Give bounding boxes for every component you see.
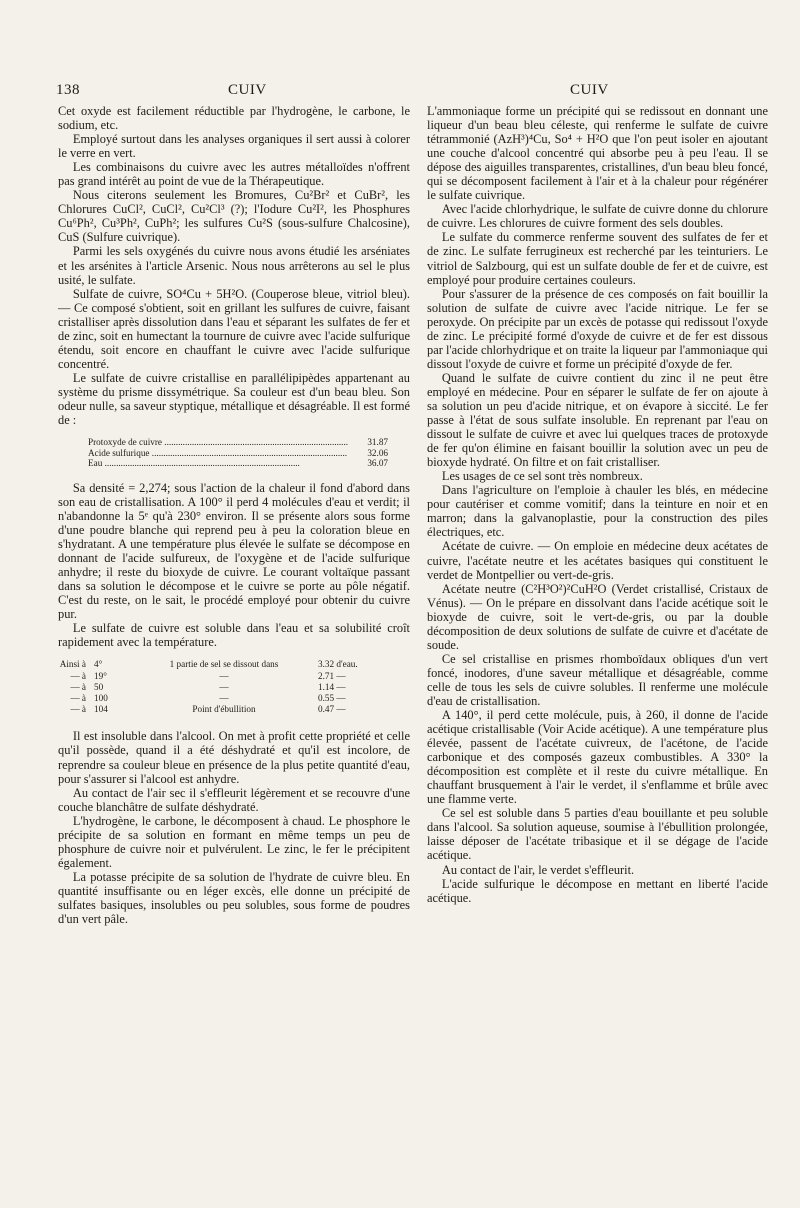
table-cell: Point d'ébullition bbox=[192, 704, 256, 715]
table-row bbox=[58, 682, 410, 693]
paragraph: Au contact de l'air sec il s'effleurit légèrement et se recouvre d'une couche blanchâtre de sulfate déshydraté. bbox=[58, 785, 410, 814]
paragraph: Avec l'acide chlorhydrique, le sulfate de cuivre donne du chlorure de cuivre. Les chlorures de cuivre forment des sels doubles. bbox=[427, 202, 768, 231]
running-head-left: CUIV bbox=[228, 82, 267, 98]
table-cell: 19° bbox=[94, 670, 107, 681]
paragraph: Le sulfate du commerce renferme souvent des sulfates de fer et de zinc. Le sulfate ferrugineux est recherché par les teinturiers. Le vitriol de Salzbourg, qui est un sulfate double de fer et de cuivre, est employé pour produire certaines couleurs. bbox=[427, 230, 768, 287]
table-cell: — bbox=[219, 681, 229, 692]
table-cell: — à bbox=[70, 681, 86, 692]
paragraph: L'acide sulfurique le décompose en mettant en liberté l'acide acétique. bbox=[427, 876, 768, 905]
paragraph: Acétate neutre (C²H³O²)²CuH²O (Verdet cristallisé, Cristaux de Vénus). — On le prépare en dissolvant dans l'acide acétique soit le bioxyde de cuivre, soit le vert-de-gris, ou par la double décomposition de deux solutions de sulfate de cuivre et d'acétate de soude. bbox=[427, 581, 768, 652]
paragraph: Ce sel cristallise en prismes rhomboïdaux obliques d'un vert foncé, inodores, d'une saveur métallique et désagréable, comme celle de tous les sels de cuivre solubles. Il renferme une molécule d'eau de cristallisation. bbox=[427, 651, 768, 708]
table-cell: 2.71 — bbox=[318, 670, 346, 681]
table-row bbox=[58, 671, 410, 682]
table-cell: 4° bbox=[94, 659, 103, 670]
paragraph: Le sulfate de cuivre est soluble dans l'eau et sa solubilité croît rapidement avec la température. bbox=[58, 621, 410, 650]
table-cell: 50 bbox=[94, 681, 104, 692]
table-row bbox=[88, 448, 388, 459]
table-cell: 0.55 — bbox=[318, 693, 346, 704]
table-row bbox=[88, 458, 388, 469]
paragraph: Pour s'assurer de la présence de ces composés on fait bouillir la solution de sulfate de cuivre avec l'acide nitrique. Le fer se peroxyde. On précipite par un excès de potasse qui redissout l'oxyde de zinc. Le précipité formé d'oxyde de cuivre et de fer est dissous par l'acide chlorhydrique et on traite la liqueur par l'ammoniaque qui dissout l'oxyde de cuivre et forme un précipité d'oxyde de fer. bbox=[427, 286, 768, 371]
table-label: Protoxyde de cuivre ..... bbox=[88, 437, 348, 448]
page-number: 138 bbox=[56, 82, 80, 98]
paragraph: Sa densité = 2,274; sous l'action de la chaleur il fond d'abord dans son eau de cristallisation. A 100° il perd 4 molécules d'eau et verdit; il n'abandonne la 5ᵉ qu'à 230° environ. Il se présente alors sous forme d'une poudre blanche qui reprend peu à peu la coloration bleue en s'hydratant. A une température plus élevée le sulfate se décompose en donnant de l'acide sulfureux, de l'oxygène et de l'acide sulfurique anhydre; il reste du bioxyde de cuivre. Le courant voltaïque passant dans sa solution le décompose et le cuivre se porte au pôle négatif. C'est du reste, on le sait, le procédé employé pour obtenir du cuivre pur. bbox=[58, 480, 410, 622]
table-cell: Ainsi à bbox=[59, 659, 86, 670]
table-row bbox=[58, 693, 410, 704]
paragraph: Quand le sulfate de cuivre contient du zinc il ne peut être employé en médecine. Pour en séparer le sulfate de fer on ajoute à sa solution un peu d'acide nitrique, et on évapore à siccité. Le fer passe à l'état de sous sulfate insoluble. En reprenant par l'eau on dissout le sulfate de cuivre et avec lui quelques traces de protoxyde de fer qu'on élimine en faisant bouillir la solution avec un peu de bioxyde hydraté. On filtre et on fait cristalliser. bbox=[427, 370, 768, 470]
table-cell: 1.14 — bbox=[318, 681, 346, 692]
table-value: 31.87 bbox=[367, 437, 388, 448]
table-cell: — à bbox=[70, 670, 86, 681]
paragraph: Sulfate de cuivre, SO⁴Cu + 5H²O. (Couperose bleue, vitriol bleu). — Ce composé s'obtient, soit en grillant les sulfures de cuivre, faisant cristalliser après dissolution dans l'eau et séparant les sulfates de fer et de zinc, soit en humectant la tournure de cuivre avec l'acide sulfurique étendu, soit encore en chauffant le cuivre avec l'acide sulfurique concentré. bbox=[58, 286, 410, 371]
table-cell: 0.47 — bbox=[318, 704, 346, 715]
left-column bbox=[58, 104, 410, 926]
paragraph: A 140°, il perd cette molécule, puis, à 260, il donne de l'acide acétique cristallisable (Voir Acide acétique). A une température plus élevée, passent de l'acétate cuivreux, de l'acétone, de l'acide carbonique et des composés gazeux combustibles. A 330° la décomposition est complète et il reste du cuivre métallique. En chauffant brusquement à l'air le verdet, il s'enflamme et brûle avec une flamme verte. bbox=[427, 708, 768, 807]
table-cell: — à bbox=[70, 704, 86, 715]
paragraph: Employé surtout dans les analyses organiques il sert aussi à colorer le verre en vert. bbox=[58, 132, 410, 161]
table-cell: — bbox=[219, 693, 229, 704]
table-row bbox=[88, 437, 388, 448]
table-label: Eau ..... bbox=[88, 458, 348, 469]
table-cell: 104 bbox=[94, 704, 108, 715]
paragraph: Nous citerons seulement les Bromures, Cu²Br² et CuBr², les Chlorures CuCl², CuCl², Cu²Cl³ (?); l'Iodure Cu²I², les Phosphures Cu⁶Ph², Cu³Ph², CuPh²; les sulfures Cu²S (sous-sulfure Chalcosine), CuS (Sulfure cuivrique). bbox=[58, 188, 410, 245]
paragraph: Ce sel est soluble dans 5 parties d'eau bouillante et peu soluble dans l'alcool. Sa solution aqueuse, soumise à l'ébullition prolongée, laisse déposer de l'acétate tribasique et il se dégage de l'acide acétique. bbox=[427, 806, 768, 863]
paragraph: Au contact de l'air, le verdet s'effleurit. bbox=[441, 862, 635, 877]
paragraph: Cet oxyde est facilement réductible par l'hydrogène, le carbone, le sodium, etc. bbox=[58, 104, 410, 133]
paragraph: La potasse précipite de sa solution de l'hydrate de cuivre bleu. En quantité insuffisante ou en léger excès, elle donne un précipité de sulfates basiques, insolubles ou peu solubles, sous forme de poudres d'un vert pâle. bbox=[58, 869, 410, 927]
table-cell: — bbox=[219, 670, 229, 681]
paragraph: Il est insoluble dans l'alcool. On met à profit cette propriété et celle qu'il possède, quand il a été déshydraté et qu'il est incolore, de reprendre sa couleur bleue en présence de la plus petite quantité d'eau, pour s'assurer si l'alcool est anhydre. bbox=[58, 729, 410, 786]
table-value: 36.07 bbox=[367, 458, 388, 469]
paragraph: Les combinaisons du cuivre avec les autres métalloïdes n'offrent pas grand intérêt au point de vue de la Thérapeutique. bbox=[58, 160, 410, 189]
table-cell: 100 bbox=[94, 693, 108, 704]
running-head-right: CUIV bbox=[570, 82, 609, 98]
right-column bbox=[427, 104, 768, 905]
table-row bbox=[58, 659, 410, 670]
table-cell: 3.32 d'eau. bbox=[318, 659, 358, 670]
table-row bbox=[58, 704, 410, 715]
paragraph: Les usages de ce sel sont très nombreux. bbox=[441, 469, 643, 484]
composition-table bbox=[88, 437, 388, 469]
table-cell: — à bbox=[70, 693, 86, 704]
table-value: 32.06 bbox=[367, 447, 388, 458]
paragraph: Acétate de cuivre. — On emploie en médecine deux acétates de cuivre, l'acétate neutre et les acétates basiques qui constituent le verdet de Montpellier ou vert-de-gris. bbox=[427, 539, 768, 582]
table-cell: 1 partie de sel se dissout dans bbox=[169, 659, 279, 670]
paragraph: Parmi les sels oxygénés du cuivre nous avons étudié les arséniates et les arsénites à l'article Arsenic. Nous nous arrêterons au sel le plus usité, le sulfate. bbox=[58, 244, 410, 287]
paragraph: Dans l'agriculture on l'emploie à chauler les blés, en médecine pour cautériser et comme vomitif; dans la teinture en noir et en marron; dans la galvanoplastie, pour la construction des piles électriques, etc. bbox=[427, 483, 768, 540]
solubility-table bbox=[58, 659, 410, 715]
paragraph: L'hydrogène, le carbone, le décomposent à chaud. Le phosphore le précipite de sa solution en formant en même temps un peu de phosphure de cuivre noir et pulvérulent. Le zinc, le fer le précipitent également. bbox=[58, 813, 410, 870]
paragraph: Le sulfate de cuivre cristallise en parallélipipèdes appartenant au système du prisme dissymétrique. Sa couleur est d'un beau bleu. Son odeur nulle, sa saveur styptique, métallique et désagréable. Il est formé de : bbox=[58, 370, 410, 428]
paragraph: L'ammoniaque forme un précipité qui se redissout en donnant une liqueur d'un beau bleu céleste, qui renferme le sulfate de cuivre tétrammonié (AzH³)⁴Cu, So⁴ + H²O que l'on peut isoler en ajoutant une couche d'alcool concentré qui absorbe peu à peu l'eau. Il se dépose des aiguilles transparentes, cristallines, d'un beau bleu foncé, qui se décomposent facilement à l'air et à la chaleur pour régénérer le sulfate cuivrique. bbox=[427, 104, 768, 203]
table-label: Acide sulfurique ..... bbox=[88, 448, 348, 459]
